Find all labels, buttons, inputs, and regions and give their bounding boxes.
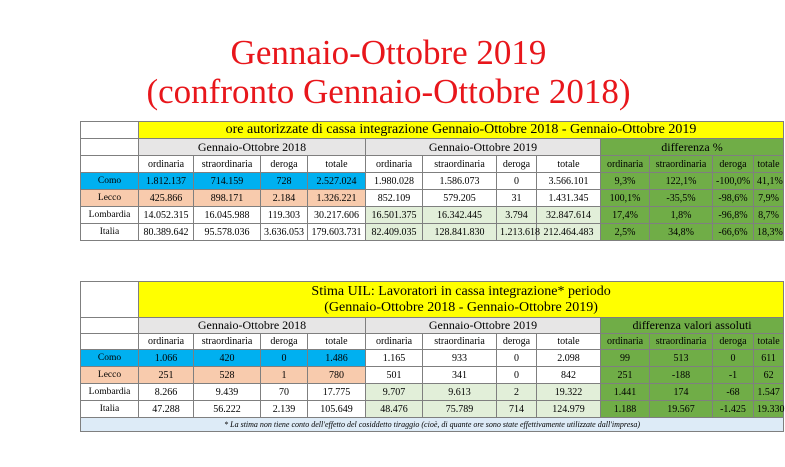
table-cell: 341 [423, 367, 497, 384]
table-cell: 2,5% [601, 224, 650, 241]
table-cell: 501 [366, 367, 423, 384]
column-header: totale [308, 334, 366, 350]
table-cell: 579.205 [423, 190, 497, 207]
table-cell: 1,8% [650, 207, 713, 224]
banner-line-1: Stima UIL: Lavoratori in cassa integrazione* periodo [311, 283, 611, 299]
column-header: ordinaria [601, 156, 650, 173]
table-cell: 1.812.137 [139, 173, 194, 190]
table-cell: 30.217.606 [308, 207, 366, 224]
table-cell: 19.567 [650, 401, 713, 418]
table-cell: 9,3% [601, 173, 650, 190]
row-label: Lombardia [81, 384, 139, 401]
table-cell: -1 [713, 367, 754, 384]
column-header: totale [754, 156, 784, 173]
table-cell: -98,6% [713, 190, 754, 207]
table-row [81, 190, 784, 207]
table-cell: 179.603.731 [308, 224, 366, 241]
table-cell: 14.052.315 [139, 207, 194, 224]
table-cell: -188 [650, 367, 713, 384]
table-row [81, 384, 784, 401]
table-row [81, 173, 784, 190]
column-header: deroga [497, 156, 537, 173]
group-2018-header: Gennaio-Ottobre 2018 [139, 318, 366, 334]
table-cell: 251 [139, 367, 194, 384]
table-cell: 16.501.375 [366, 207, 423, 224]
table-cell: 31 [497, 190, 537, 207]
table-cell: 3.636.053 [261, 224, 308, 241]
table-cell: 2 [497, 384, 537, 401]
table-cell: 9.439 [194, 384, 261, 401]
table-cell: 19.330 [754, 401, 784, 418]
table-cell: 1.326.221 [308, 190, 366, 207]
banner-line-2: (Gennaio-Ottobre 2018 - Gennaio-Ottobre 2019) [324, 299, 598, 315]
column-header: ordinaria [366, 156, 423, 173]
table-cell: 19.322 [537, 384, 601, 401]
table-cell: -66,6% [713, 224, 754, 241]
table-cell: 1.441 [601, 384, 650, 401]
table-cell: 47.288 [139, 401, 194, 418]
table-cell: 16.342.445 [423, 207, 497, 224]
table-cell: 933 [423, 350, 497, 367]
table-cell: 82.409.035 [366, 224, 423, 241]
table-cell: 0 [497, 367, 537, 384]
table-cell: 1.547 [754, 384, 784, 401]
table-cell: 95.578.036 [194, 224, 261, 241]
table-cell: 8,7% [754, 207, 784, 224]
table-cell: 714 [497, 401, 537, 418]
row-label: Lecco [81, 367, 139, 384]
column-header: straordinaria [650, 334, 713, 350]
table-cell: 128.841.830 [423, 224, 497, 241]
table-cell: 56.222 [194, 401, 261, 418]
table-cell: 7,9% [754, 190, 784, 207]
row-label: Lombardia [81, 207, 139, 224]
table-cell: 212.464.483 [537, 224, 601, 241]
table-cell: 425.866 [139, 190, 194, 207]
table-cell: 1.486 [308, 350, 366, 367]
table-cell: 32.847.614 [537, 207, 601, 224]
table-row [81, 401, 784, 418]
column-header: ordinaria [601, 334, 650, 350]
column-header: straordinaria [650, 156, 713, 173]
column-header: totale [308, 156, 366, 173]
table-cell: 70 [261, 384, 308, 401]
column-header: totale [537, 334, 601, 350]
table-cell: -35,5% [650, 190, 713, 207]
table-cell: 100,1% [601, 190, 650, 207]
group-diff-header: differenza valori assoluti [601, 318, 784, 334]
table-cell: 780 [308, 367, 366, 384]
table-cell: 3.566.101 [537, 173, 601, 190]
row-label: Como [81, 173, 139, 190]
table-cell: -1.425 [713, 401, 754, 418]
hours-table [80, 121, 784, 241]
table-cell: 420 [194, 350, 261, 367]
group-2019-header: Gennaio-Ottobre 2019 [366, 318, 601, 334]
row-label: Italia [81, 401, 139, 418]
table-row [81, 207, 784, 224]
table-cell: 2.098 [537, 350, 601, 367]
table-cell: 0 [713, 350, 754, 367]
table-cell: 62 [754, 367, 784, 384]
column-header: deroga [713, 334, 754, 350]
column-header: ordinaria [366, 334, 423, 350]
column-header: straordinaria [194, 334, 261, 350]
table-cell: 528 [194, 367, 261, 384]
column-header: straordinaria [423, 156, 497, 173]
table-cell: 0 [497, 350, 537, 367]
table-cell: 17,4% [601, 207, 650, 224]
column-header: deroga [261, 156, 308, 173]
table-cell: 105.649 [308, 401, 366, 418]
table-cell: 1.980.028 [366, 173, 423, 190]
row-label: Como [81, 350, 139, 367]
table-cell: 852.109 [366, 190, 423, 207]
row-label: Lecco [81, 190, 139, 207]
table-cell: 1.188 [601, 401, 650, 418]
column-header: straordinaria [194, 156, 261, 173]
table-row [81, 350, 784, 367]
table-cell: 8.266 [139, 384, 194, 401]
table-cell: 41,1% [754, 173, 784, 190]
table-cell: 0 [261, 350, 308, 367]
table-cell: 1.586.073 [423, 173, 497, 190]
footnote: * La stima non tiene conto dell'effetto del cosiddetto tiraggio (cioè, di quante ore sono state effettivamente utilizzate dall'impresa) [81, 418, 784, 432]
table-cell: 124.979 [537, 401, 601, 418]
table-cell: 1.213.618 [497, 224, 537, 241]
group-2019-header: Gennaio-Ottobre 2019 [366, 139, 601, 156]
table-cell: 2.184 [261, 190, 308, 207]
table-cell: 513 [650, 350, 713, 367]
table-cell: 34,8% [650, 224, 713, 241]
workers-table [80, 281, 784, 432]
table-cell: 16.045.988 [194, 207, 261, 224]
table-cell: 75.789 [423, 401, 497, 418]
group-2018-header: Gennaio-Ottobre 2018 [139, 139, 366, 156]
table-cell: 17.775 [308, 384, 366, 401]
row-label: Italia [81, 224, 139, 241]
column-header: ordinaria [139, 334, 194, 350]
page-title: Gennaio-Ottobre 2019 [230, 33, 547, 72]
table-cell: 2.527.024 [308, 173, 366, 190]
hours-table-banner: ore autorizzate di cassa integrazione Gennaio-Ottobre 2018 - Gennaio-Ottobre 2019 [139, 122, 784, 139]
column-header: deroga [261, 334, 308, 350]
table-cell: 3.794 [497, 207, 537, 224]
table-cell: 1.431.345 [537, 190, 601, 207]
table-cell: 80.389.642 [139, 224, 194, 241]
column-header: straordinaria [423, 334, 497, 350]
table-cell: 9.613 [423, 384, 497, 401]
table-cell: 251 [601, 367, 650, 384]
table-cell: 1.066 [139, 350, 194, 367]
table-cell: 842 [537, 367, 601, 384]
table-cell: 728 [261, 173, 308, 190]
table-row [81, 367, 784, 384]
column-header: deroga [497, 334, 537, 350]
table-cell: -96,8% [713, 207, 754, 224]
table-cell: 714.159 [194, 173, 261, 190]
column-header: totale [754, 334, 784, 350]
column-header: ordinaria [139, 156, 194, 173]
column-header: totale [537, 156, 601, 173]
table-cell: -68 [713, 384, 754, 401]
table-cell: 1.165 [366, 350, 423, 367]
table-cell: 0 [497, 173, 537, 190]
table-cell: 99 [601, 350, 650, 367]
table-cell: 2.139 [261, 401, 308, 418]
table-cell: 898.171 [194, 190, 261, 207]
page-subtitle: (confronto Gennaio-Ottobre 2018) [146, 72, 631, 111]
table-cell: 48.476 [366, 401, 423, 418]
table-row [81, 224, 784, 241]
group-diff-header: differenza % [601, 139, 784, 156]
workers-table-banner [139, 282, 784, 318]
table-cell: 174 [650, 384, 713, 401]
column-header: deroga [713, 156, 754, 173]
table-cell: 9.707 [366, 384, 423, 401]
table-cell: -100,0% [713, 173, 754, 190]
table-cell: 18,3% [754, 224, 784, 241]
table-cell: 1 [261, 367, 308, 384]
table-cell: 119.303 [261, 207, 308, 224]
table-cell: 122,1% [650, 173, 713, 190]
table-cell: 611 [754, 350, 784, 367]
